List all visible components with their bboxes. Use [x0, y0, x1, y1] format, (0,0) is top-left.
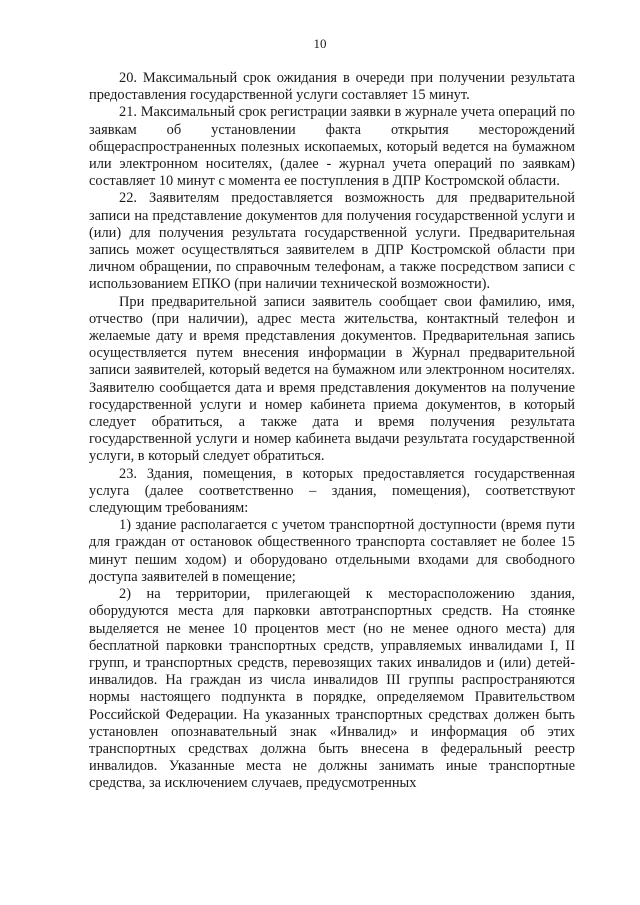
paragraph-requirement-1-transport-access: 1) здание располагается с учетом транспортной доступности (время пути для граждан от остановок общественного транспорта составляет не более 15 минут пешим ходом) и оборудовано отдельными входами для свободного доступа заявителей в помещение; [89, 517, 575, 585]
paragraph-item-20-wait-time: 20. Максимальный срок ожидания в очереди при получении результата предоставления государственной услуги составляет 15 минут. [89, 70, 575, 104]
paragraph-item-22-pre-registration: 22. Заявителям предоставляется возможность для предварительной записи на представление документов для получения государственной услуги и (или) для получения результата государственной услуги. Предварительная запись может осуществляться заявителем в ДПР Костромской области при личном обращении, по справочным телефонам, а также посредством записи с использованием ЕПКО (при наличии технической возможности). [89, 190, 575, 293]
paragraph-item-21-registration-time: 21. Максимальный срок регистрации заявки в журнале учета операций по заявкам об установлении факта открытия месторождений общераспространенных полезных ископаемых, который ведется на бумажном или электронном носителях, (далее - журнал учета операций по заявкам) составляет 10 минут с момента ее поступления в ДПР Костромской области. [89, 104, 575, 190]
paragraph-requirement-2-parking: 2) на территории, прилегающей к месторасположению здания, оборудуются места для парковки автотранспортных средств. На стоянке выделяется не менее 10 процентов мест (но не менее одного места) для бесплатной парковки транспортных средств, управляемых инвалидами I, II групп, и транспортных средств, перевозящих таких инвалидов и (или) детей-инвалидов. На граждан из числа инвалидов III группы распространяются нормы настоящего подпункта в порядке, определяемом Правительством Российской Федерации. На указанных транспортных средствах должен быть установлен опознавательный знак «Инвалид» и информация об этих транспортных средствах должна быть внесена в федеральный реестр инвалидов. Указанные места не должны занимать иные транспортные средства, за исключением случаев, предусмотренных [89, 586, 575, 792]
paragraph-item-23-building-requirements: 23. Здания, помещения, в которых предоставляется государственная услуга (далее соответственно – здания, помещения), соответствуют следующим требованиям: [89, 465, 575, 517]
page-number: 10 [313, 36, 327, 51]
document-body [89, 70, 575, 793]
paragraph-pre-registration-details: При предварительной записи заявитель сообщает свои фамилию, имя, отчество (при наличии), адрес места жительства, контактный телефон и желаемые дату и время представления документов. Предварительная запись осуществляется путем внесения информации в Журнал предварительной записи заявителей, который ведется на бумажном или электронном носителях. Заявителю сообщается дата и время представления документов на получение государственной услуги и номер кабинета приема документов, в который следует обратиться, а также дата и время получения результата государственной услуги и номер кабинета выдачи результата государственной услуги, в который следует обратиться. [89, 293, 575, 465]
